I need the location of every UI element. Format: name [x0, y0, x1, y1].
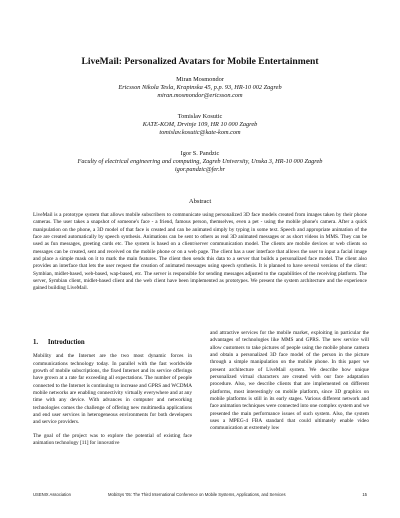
section-heading — [33, 339, 192, 346]
author-block-1 — [0, 76, 400, 101]
author-name: Igor S. Pandzic — [180, 150, 220, 157]
author-block-2 — [0, 113, 400, 138]
left-column — [33, 339, 192, 453]
author-name: Miran Mosmondor — [176, 76, 224, 83]
body-paragraph: The goal of the project was to explore the potential of existing face animation technology [11] for innovative — [33, 432, 192, 447]
author-block-3 — [0, 150, 400, 175]
author-affiliation: Faculty of electrical engineering and computing, Zagreb University, Unska 3, HR-10 000 Zagreb — [77, 158, 323, 166]
author-affiliation: KATE-KOM, Drvinje 109, HR 10 000 Zagreb — [142, 121, 258, 129]
author-email: tomislav.kosutic@kate-kom.com — [159, 129, 241, 137]
author-email: igor.pandzic@fer.hr — [174, 166, 226, 174]
body-paragraph: and attractive services for the mobile market, exploiting in particular the advantages of technologies like MMS and GPRS. The new service will allow customers to take pictures of people using the mobile phone camera and obtain a personalized 3D face model of the person in the picture through a simple manipulation on the mobile phone. In this paper we present architecture of LiveMail system. We describe how unique personalized virtual characters are created with our face adaptation procedure. Also, we describe clients that are implemented on different platforms, most interestingly on mobile platform, since 3D graphics on mobile platforms is still in its early stages. Various different network and face animation techniques were connected into one complex system and we presented the main performance issues of such system. Also, the system uses a MPEG-4 FBA standard that could ultimately enable video communication at extremely low — [210, 330, 369, 432]
section-number: 1. — [33, 339, 39, 346]
author-email: miran.mosmondor@ericsson.com — [157, 92, 243, 100]
page-number: 15 — [362, 492, 367, 497]
abstract-heading: Abstract — [188, 198, 212, 205]
body-paragraph: Mobility and the Internet are the two most dynamic forces in communications technology today. In parallel with the fast worldwide growth of mobile subscriptions, the fixed Internet and its service offerings have grown at a rate far exceeding all expectations. The number of people connected to the Internet is continuing to increase and GPRS and WCDMA mobile networks are enabling connectivity virtually everywhere and at any time with any device. With advances in computer and networking technologies comes the challenge of offering new multimedia applications and end user services in heterogeneous environments for both developers and service providers. — [33, 353, 192, 426]
abstract-text: LiveMail is a prototype system that allows mobile subscribers to communicate using personalized 3D face models created from images taken by their phone cameras. The user takes a snapshot of someone's face - a friend, famous person, themselves, even a pet - using the mobile phone's camera. After a quick manipulation on the phone, a 3D model of that face is created and can be animated simply by typing in some text. Speech and appropriate animation of the face are created automatically by speech synthesis. Animations can be sent to others as real 3D animated messages or as short videos in MMS. They can be used as fun messages, greeting cards etc. The system is based on a client/server communication model. The clients are mobile devices or web clients so messages can be created, sent and received on the mobile phone or on a web page. The client has a user interface that allows the user to input a facial image and place a simple mask on it to mark the main features. The client then sends this data to a server that builds a personalized face model. The client also provides an interface that lets the user request the creation of animated messages using speech synthesis. It is planned to have several versions of the client: Symbian, midlet-based, web-based, wap-based, etc. The server is responsible for sending messages adjusted to the capabilities of the receiving platform. The server, Symbian client, midlet-based client and the web client have been implemented as prototypes. We present the system architecture and the experience gained building LiveMail. — [33, 212, 367, 292]
author-affiliation: Ericsson Nikola Tesla, Krapinska 45, p.p. 93, HR-10 002 Zagreb — [118, 84, 282, 92]
right-column — [210, 330, 369, 439]
paper-title: LiveMail: Personalized Avatars for Mobile Entertainment — [81, 56, 319, 67]
footer-publisher: USENIX Association — [33, 492, 71, 497]
footer-conference: MobiSys '05: The Third International Conference on Mobile Systems, Applications, and Services — [108, 492, 286, 497]
author-name: Tomislav Kosutic — [177, 113, 223, 120]
section-title: Introduction — [47, 339, 85, 346]
